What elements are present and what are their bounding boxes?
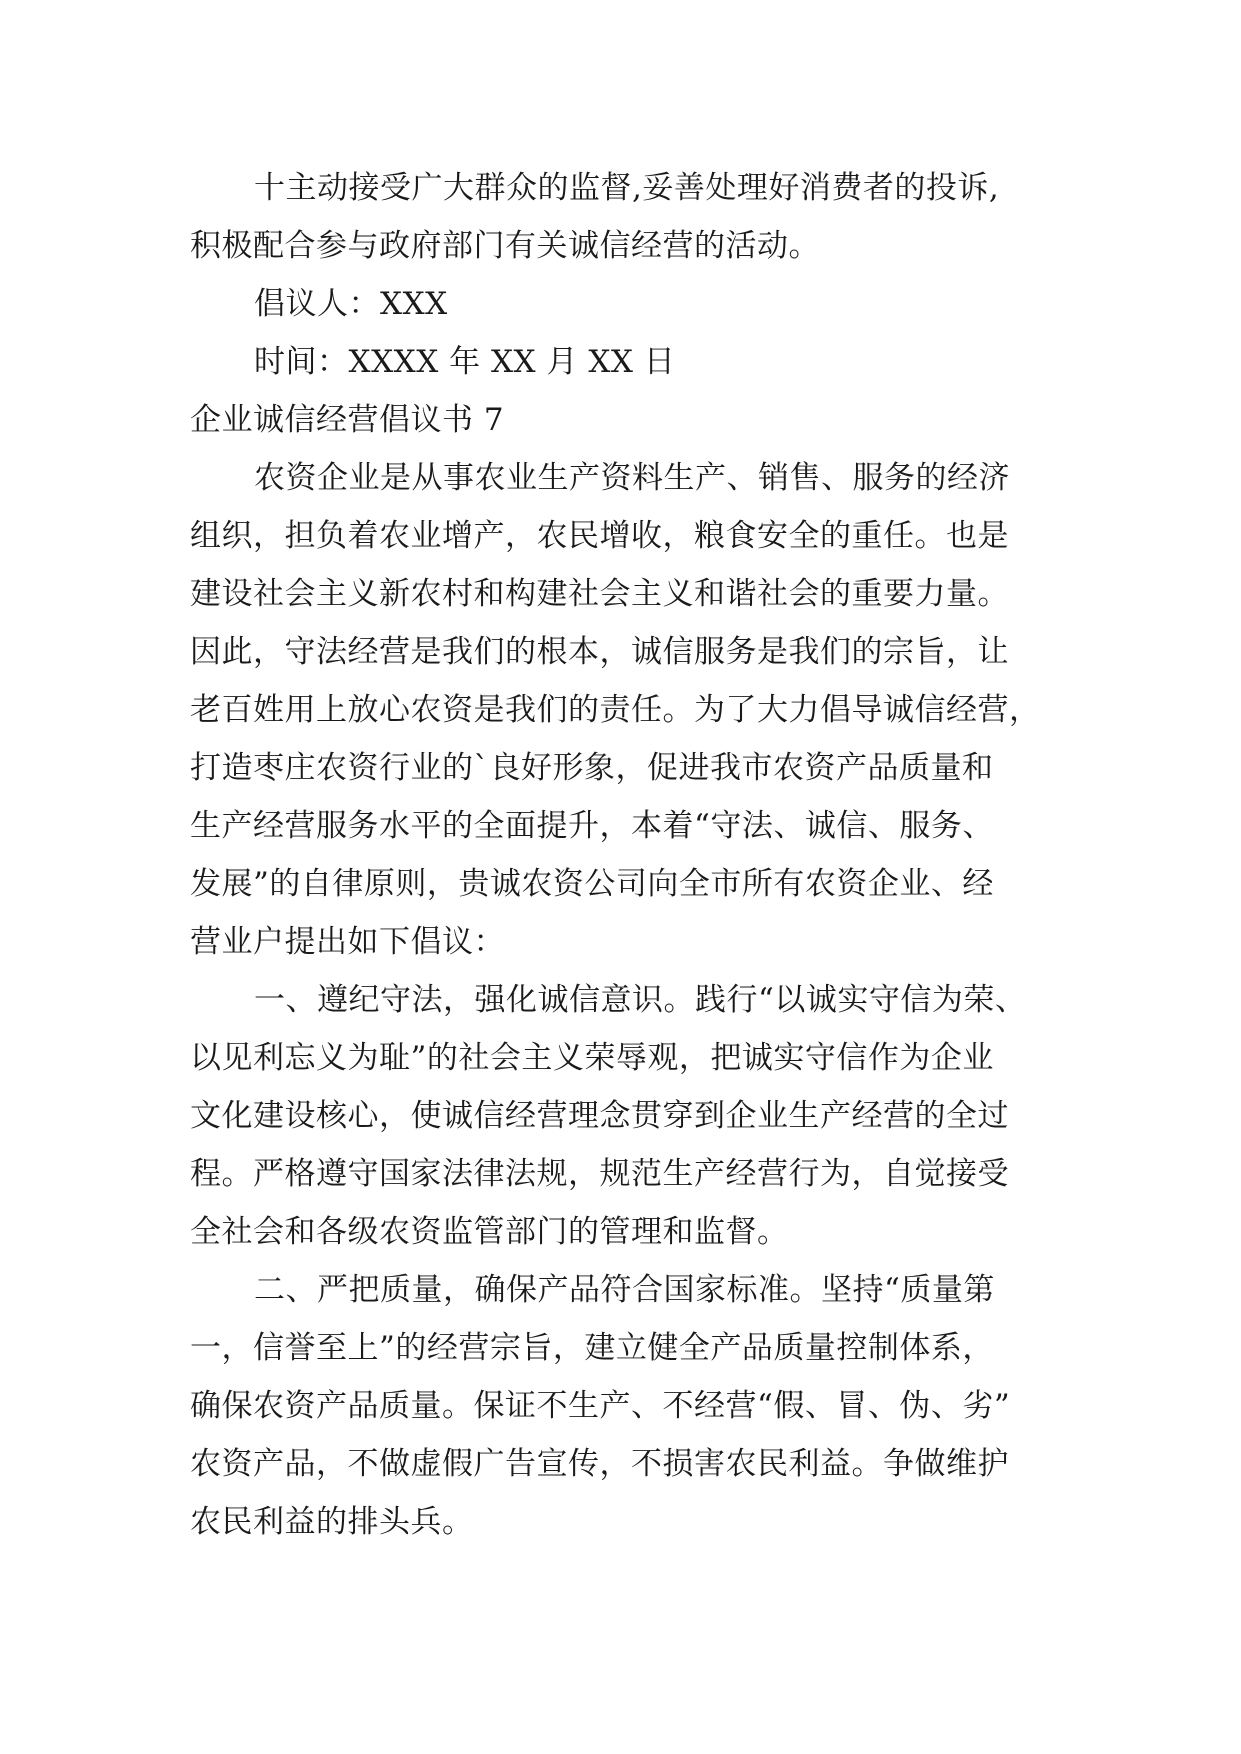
- paragraph-line: 打造枣庄农资行业的`良好形象，促进我市农资产品质量和: [190, 750, 994, 786]
- paragraph-line: 老百姓用上放心农资是我们的责任。为了大力倡导诚信经营，: [190, 692, 1041, 728]
- paragraph-line: 程。严格遵守国家法律法规，规范生产经营行为，自觉接受: [190, 1156, 1009, 1192]
- paragraph-line: 二、严把质量，确保产品符合国家标准。坚持“质量第: [254, 1272, 995, 1308]
- paragraph-line: 积极配合参与政府部门有关诚信经营的活动。: [190, 228, 820, 264]
- proposer-line: 倡议人：XXX: [254, 286, 448, 322]
- paragraph-line: 以见利忘义为耻”的社会主义荣辱观，把诚实守信作为企业: [190, 1040, 994, 1076]
- paragraph-line: 组织，担负着农业增产，农民增收，粮食安全的重任。也是: [190, 518, 1009, 554]
- paragraph-line: 农民利益的排头兵。: [190, 1504, 474, 1540]
- paragraph-line: 一、遵纪守法，强化诚信意识。践行“以诚实守信为荣、: [254, 982, 1027, 1018]
- date-line: 时间：XXXX 年 XX 月 XX 日: [254, 344, 676, 380]
- paragraph-line: 确保农资产品质量。保证不生产、不经营“假、冒、伪、劣”: [190, 1388, 1011, 1424]
- paragraph-line: 农资产品，不做虚假广告宣传，不损害农民利益。争做维护: [190, 1446, 1009, 1482]
- paragraph-line: 农资企业是从事农业生产资料生产、销售、服务的经济: [254, 460, 1010, 496]
- paragraph-line: 发展”的自律原则，贵诚农资公司向全市所有农资企业、经: [190, 866, 994, 902]
- paragraph-line: 文化建设核心，使诚信经营理念贯穿到企业生产经营的全过: [190, 1098, 1009, 1134]
- paragraph-line: 一，信誉至上”的经营宗旨，建立健全产品质量控制体系，: [190, 1330, 994, 1366]
- paragraph-line: 生产经营服务水平的全面提升，本着“守法、诚信、服务、: [190, 808, 994, 844]
- paragraph-line: 营业户提出如下倡议：: [190, 924, 505, 960]
- paragraph-line: 全社会和各级农资监管部门的管理和监督。: [190, 1214, 789, 1250]
- paragraph-line: 建设社会主义新农村和构建社会主义和谐社会的重要力量。: [190, 576, 1009, 612]
- paragraph-line: 因此，守法经营是我们的根本，诚信服务是我们的宗旨，让: [190, 634, 1009, 670]
- paragraph-line: 十主动接受广大群众的监督,妥善处理好消费者的投诉,: [254, 170, 1000, 206]
- section-title: 企业诚信经营倡议书 7: [190, 402, 505, 438]
